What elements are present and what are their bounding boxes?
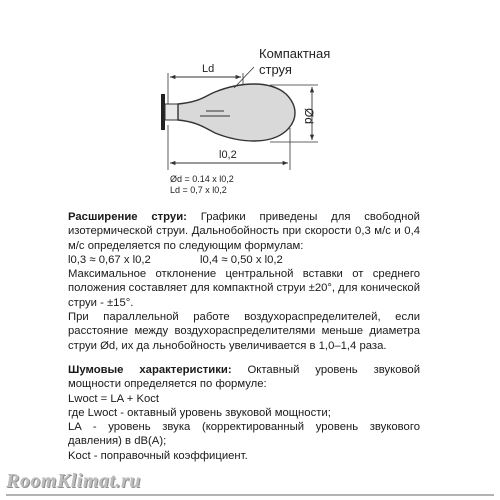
where-line: где Lwoct - октавный уровень звуковой мощности;: [68, 406, 331, 419]
section-jet-expansion: [68, 210, 420, 253]
brand-watermark: RoomKlimat.ru: [6, 470, 141, 492]
formula-l03: l0,3 ≈ 0,67 x l0,2: [68, 253, 151, 266]
label-ld: Ld: [202, 63, 215, 75]
description-text: [68, 210, 420, 463]
jet-diagram: [0, 0, 500, 205]
nozzle-neck: [165, 104, 179, 120]
formula-ld: Ld = 0,7 x l0,2: [170, 185, 227, 195]
deviation-text: Максимальное отклонение центральной вставки от среднего положения составляет для компактной струи ±20°, для конической струи - ±15°.: [68, 268, 421, 309]
formula-d: Ød = 0.14 x l0,2: [170, 174, 234, 184]
koct-line: Koct - поправочный коэффициент.: [68, 449, 248, 462]
diagram-formulas: [170, 174, 234, 196]
label-compact: Компактная: [259, 46, 331, 61]
la-line: LA - уровень звука (корректированный уровень звукового давления) в dB(A);: [68, 421, 420, 448]
lw-formula: Lwoct = LA + Koct: [68, 392, 160, 405]
section2-heading: Шумовые характеристики:: [68, 363, 232, 376]
jet-body: [178, 84, 295, 141]
section1-heading: Расширение струи:: [68, 211, 187, 223]
section2-text: Октавный уровень звуковой мощности определяется по формуле:: [68, 363, 421, 391]
nozzle-plate: [161, 94, 165, 130]
footer-divider: [6, 494, 494, 496]
formula-row: [68, 253, 420, 267]
section-noise: [68, 363, 420, 392]
section1-text: Графики приведены для свободной изотермической струи. Дальнобойность при скорости 0,3 м/с и 0,4 м/с определяется по следующим формулам:: [68, 211, 420, 252]
label-jet: струя: [259, 62, 292, 77]
jet-diagram-svg: [0, 0, 500, 205]
d-label: Ød: [302, 107, 316, 125]
footer: [0, 468, 500, 500]
label-l02: l0,2: [219, 149, 237, 161]
formula-l04: l0,4 ≈ 0,50 x l0,2: [200, 253, 283, 266]
parallel-text: При параллельной работе воздухораспределителей, если расстояние между воздухораспределителями меньше диаметра струи Ød, их да льнобойность увеличивается в 1,0–1,4 раза.: [68, 311, 420, 352]
